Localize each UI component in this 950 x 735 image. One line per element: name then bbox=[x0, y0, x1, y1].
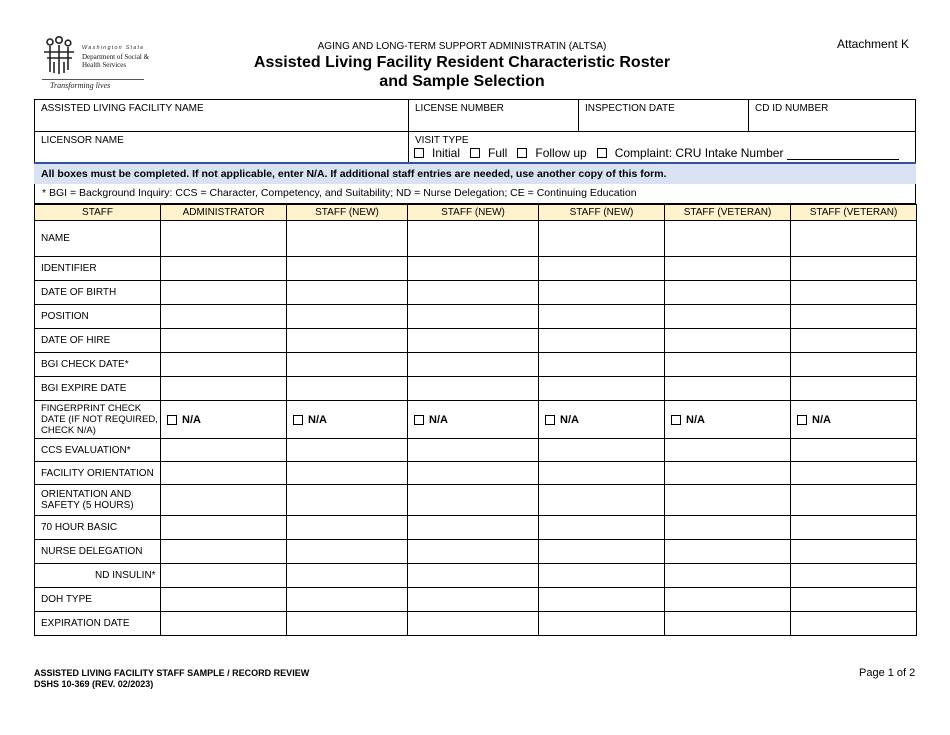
na-label: N/A bbox=[182, 413, 201, 426]
table-row bbox=[35, 485, 917, 516]
inspection-date-label: INSPECTION DATE bbox=[585, 103, 675, 114]
table-row bbox=[35, 305, 917, 329]
table-cell[interactable] bbox=[287, 281, 408, 305]
table-cell[interactable] bbox=[161, 612, 287, 636]
table-cell[interactable] bbox=[408, 588, 539, 612]
table-cell[interactable] bbox=[665, 353, 791, 377]
footer-form-title: ASSISTED LIVING FACILITY STAFF SAMPLE / RECORD REVIEW bbox=[34, 668, 310, 678]
na-checkbox[interactable] bbox=[671, 415, 681, 425]
table-cell[interactable] bbox=[665, 485, 791, 516]
table-cell[interactable] bbox=[161, 516, 287, 540]
facility-name-label: ASSISTED LIVING FACILITY NAME bbox=[41, 103, 204, 114]
visit-initial-checkbox[interactable] bbox=[414, 148, 424, 158]
column-header: STAFF (NEW) bbox=[539, 205, 665, 221]
na-option[interactable] bbox=[671, 414, 790, 426]
table-row bbox=[35, 612, 917, 636]
na-checkbox[interactable] bbox=[414, 415, 424, 425]
table-cell[interactable] bbox=[539, 564, 665, 588]
table-cell[interactable] bbox=[539, 329, 665, 353]
na-label: N/A bbox=[560, 413, 579, 426]
table-cell[interactable] bbox=[539, 485, 665, 516]
table-cell[interactable] bbox=[287, 485, 408, 516]
table-cell[interactable] bbox=[161, 462, 287, 485]
column-header: ADMINISTRATOR bbox=[161, 205, 287, 221]
table-cell[interactable] bbox=[791, 485, 917, 516]
form-title-line1: Assisted Living Facility Resident Characteristic Roster bbox=[253, 54, 671, 71]
table-cell[interactable] bbox=[539, 281, 665, 305]
facility-info-row bbox=[34, 99, 916, 132]
table-header-row bbox=[35, 205, 917, 221]
table-row bbox=[35, 353, 917, 377]
row-label: DOH TYPE bbox=[35, 588, 161, 612]
table-cell[interactable] bbox=[408, 485, 539, 516]
row-label: ND INSULIN* bbox=[35, 564, 161, 588]
na-option[interactable] bbox=[797, 414, 916, 426]
na-option[interactable] bbox=[545, 414, 664, 426]
table-cell[interactable] bbox=[539, 612, 665, 636]
table-cell[interactable] bbox=[408, 462, 539, 485]
table-row bbox=[35, 377, 917, 401]
licensor-name-label: LICENSOR NAME bbox=[41, 135, 124, 146]
row-label: NURSE DELEGATION bbox=[35, 540, 161, 564]
table-cell[interactable] bbox=[665, 281, 791, 305]
table-cell[interactable] bbox=[791, 401, 917, 439]
form-title-line2: and Sample Selection bbox=[379, 73, 545, 90]
table-cell[interactable] bbox=[665, 612, 791, 636]
table-row bbox=[35, 588, 917, 612]
table-cell[interactable] bbox=[408, 540, 539, 564]
table-cell[interactable] bbox=[791, 462, 917, 485]
table-row bbox=[35, 221, 917, 257]
facility-name-field[interactable] bbox=[35, 100, 408, 131]
logo-state: Washington State bbox=[82, 45, 145, 51]
na-label: N/A bbox=[686, 413, 705, 426]
row-label: FACILITY ORIENTATION bbox=[35, 462, 161, 485]
table-cell[interactable] bbox=[287, 612, 408, 636]
column-header: STAFF bbox=[35, 205, 161, 221]
logo-department: Department of Social & Health Services bbox=[82, 53, 150, 69]
table-cell[interactable] bbox=[287, 588, 408, 612]
table-cell[interactable] bbox=[791, 540, 917, 564]
visit-follow-up-option[interactable] bbox=[517, 146, 586, 160]
row-label: IDENTIFIER bbox=[35, 257, 161, 281]
table-cell[interactable] bbox=[665, 588, 791, 612]
table-cell[interactable] bbox=[539, 305, 665, 329]
na-option[interactable] bbox=[293, 414, 407, 426]
table-cell[interactable] bbox=[665, 462, 791, 485]
table-row bbox=[35, 281, 917, 305]
table-cell[interactable] bbox=[791, 516, 917, 540]
table-row bbox=[35, 564, 917, 588]
table-cell[interactable] bbox=[287, 401, 408, 439]
table-cell[interactable] bbox=[539, 540, 665, 564]
table-cell[interactable] bbox=[408, 564, 539, 588]
table-cell[interactable] bbox=[161, 540, 287, 564]
na-label: N/A bbox=[308, 413, 327, 426]
footer-form-info bbox=[34, 668, 309, 690]
table-cell[interactable] bbox=[791, 564, 917, 588]
table-cell[interactable] bbox=[161, 401, 287, 439]
table-cell[interactable] bbox=[539, 353, 665, 377]
row-label: BGI CHECK DATE* bbox=[35, 353, 161, 377]
license-number-label: LICENSE NUMBER bbox=[415, 103, 504, 114]
column-header: STAFF (VETERAN) bbox=[665, 205, 791, 221]
na-option[interactable] bbox=[167, 414, 286, 426]
table-row bbox=[35, 401, 917, 439]
table-cell[interactable] bbox=[161, 588, 287, 612]
logo-tagline: Transforming lives bbox=[50, 81, 111, 90]
table-cell[interactable] bbox=[287, 439, 408, 462]
table-cell[interactable] bbox=[539, 401, 665, 439]
table-cell[interactable] bbox=[539, 462, 665, 485]
table-cell[interactable] bbox=[408, 221, 539, 257]
table-cell[interactable] bbox=[665, 401, 791, 439]
table-cell[interactable] bbox=[161, 564, 287, 588]
table-cell[interactable] bbox=[408, 516, 539, 540]
table-cell[interactable] bbox=[791, 612, 917, 636]
licensor-name-field[interactable] bbox=[35, 132, 408, 162]
table-cell[interactable] bbox=[539, 221, 665, 257]
table-row bbox=[35, 516, 917, 540]
cd-id-number-label: CD ID NUMBER bbox=[755, 103, 829, 114]
table-cell[interactable] bbox=[665, 439, 791, 462]
table-cell[interactable] bbox=[161, 257, 287, 281]
table-cell[interactable] bbox=[408, 329, 539, 353]
column-header: STAFF (NEW) bbox=[408, 205, 539, 221]
table-row bbox=[35, 540, 917, 564]
row-label: CCS EVALUATION* bbox=[35, 439, 161, 462]
table-cell[interactable] bbox=[287, 257, 408, 281]
visit-follow-up-label: Follow up bbox=[535, 146, 587, 160]
table-cell[interactable] bbox=[665, 540, 791, 564]
table-cell[interactable] bbox=[287, 221, 408, 257]
table-cell[interactable] bbox=[665, 377, 791, 401]
table-cell[interactable] bbox=[791, 439, 917, 462]
table-cell[interactable] bbox=[791, 377, 917, 401]
row-label: POSITION bbox=[35, 305, 161, 329]
table-row bbox=[35, 257, 917, 281]
na-option[interactable] bbox=[414, 414, 538, 426]
table-cell[interactable] bbox=[791, 221, 917, 257]
visit-full-label: Full bbox=[488, 146, 508, 160]
table-cell[interactable] bbox=[791, 588, 917, 612]
table-cell[interactable] bbox=[161, 377, 287, 401]
footer-form-number: DSHS 10-369 (REV. 02/2023) bbox=[34, 679, 154, 689]
table-cell[interactable] bbox=[665, 221, 791, 257]
table-cell[interactable] bbox=[287, 377, 408, 401]
row-label: EXPIRATION DATE bbox=[35, 612, 161, 636]
table-cell[interactable] bbox=[791, 353, 917, 377]
table-cell[interactable] bbox=[665, 564, 791, 588]
visit-type-label: VISIT TYPE bbox=[415, 135, 469, 146]
na-checkbox[interactable] bbox=[545, 415, 555, 425]
visit-initial-label: Initial bbox=[432, 146, 461, 160]
table-cell[interactable] bbox=[287, 564, 408, 588]
table-cell[interactable] bbox=[287, 516, 408, 540]
cd-id-number-field[interactable] bbox=[748, 100, 915, 131]
na-checkbox[interactable] bbox=[797, 415, 807, 425]
row-label: 70 HOUR BASIC bbox=[35, 516, 161, 540]
table-row bbox=[35, 462, 917, 485]
table-cell[interactable] bbox=[539, 516, 665, 540]
inspection-date-field[interactable] bbox=[578, 100, 748, 131]
agency-name: AGING AND LONG-TERM SUPPORT ADMINISTRATIN (ALTSA) bbox=[317, 41, 607, 52]
logo-divider bbox=[42, 79, 144, 80]
table-row bbox=[35, 329, 917, 353]
visit-complaint-option[interactable] bbox=[597, 146, 900, 160]
visit-initial-option[interactable] bbox=[414, 146, 460, 160]
cru-intake-number-input[interactable] bbox=[787, 147, 899, 160]
table-cell[interactable] bbox=[539, 377, 665, 401]
column-header: STAFF (VETERAN) bbox=[791, 205, 917, 221]
table-cell[interactable] bbox=[161, 353, 287, 377]
visit-type-options bbox=[414, 146, 909, 160]
table-row bbox=[35, 439, 917, 462]
table-cell[interactable] bbox=[161, 281, 287, 305]
table-cell[interactable] bbox=[665, 305, 791, 329]
column-header: STAFF (NEW) bbox=[287, 205, 408, 221]
visit-complaint-label: Complaint: CRU Intake Number bbox=[614, 146, 784, 160]
visit-follow-up-checkbox[interactable] bbox=[517, 148, 527, 158]
table-cell[interactable] bbox=[287, 305, 408, 329]
attachment-label: Attachment K bbox=[837, 37, 910, 51]
row-label: DATE OF HIRE bbox=[35, 329, 161, 353]
na-label: N/A bbox=[429, 413, 448, 426]
table-cell[interactable] bbox=[287, 353, 408, 377]
table-cell[interactable] bbox=[408, 305, 539, 329]
row-label: FINGERPRINT CHECK DATE (IF NOT REQUIRED, CHECK N/A) bbox=[35, 401, 161, 439]
table-cell[interactable] bbox=[287, 462, 408, 485]
na-checkbox[interactable] bbox=[293, 415, 303, 425]
family-figures-icon bbox=[42, 36, 78, 76]
instructions-banner: All boxes must be completed. If not applicable, enter N/A. If additional staff entries are needed, use another copy of this form. bbox=[34, 162, 916, 184]
table-cell[interactable] bbox=[539, 257, 665, 281]
table-cell[interactable] bbox=[791, 305, 917, 329]
table-cell[interactable] bbox=[539, 439, 665, 462]
staff-table bbox=[34, 204, 917, 636]
row-label: DATE OF BIRTH bbox=[35, 281, 161, 305]
table-cell[interactable] bbox=[791, 281, 917, 305]
table-cell[interactable] bbox=[161, 221, 287, 257]
visit-type-field bbox=[408, 132, 915, 162]
table-cell[interactable] bbox=[161, 439, 287, 462]
table-cell[interactable] bbox=[287, 329, 408, 353]
licensor-visit-row bbox=[34, 131, 916, 163]
page-number: Page 1 of 2 bbox=[859, 667, 916, 679]
form-title bbox=[222, 53, 702, 91]
table-cell[interactable] bbox=[791, 329, 917, 353]
table-cell[interactable] bbox=[408, 281, 539, 305]
table-cell[interactable] bbox=[539, 588, 665, 612]
visit-complaint-checkbox[interactable] bbox=[597, 148, 607, 158]
dshs-logo bbox=[42, 36, 150, 94]
table-cell[interactable] bbox=[408, 377, 539, 401]
visit-full-option[interactable] bbox=[470, 146, 507, 160]
table-cell[interactable] bbox=[161, 485, 287, 516]
table-cell[interactable] bbox=[665, 257, 791, 281]
table-cell[interactable] bbox=[408, 612, 539, 636]
visit-full-checkbox[interactable] bbox=[470, 148, 480, 158]
table-cell[interactable] bbox=[665, 329, 791, 353]
row-label: BGI EXPIRE DATE bbox=[35, 377, 161, 401]
table-cell[interactable] bbox=[408, 257, 539, 281]
license-number-field[interactable] bbox=[408, 100, 578, 131]
table-cell[interactable] bbox=[791, 257, 917, 281]
table-cell[interactable] bbox=[161, 329, 287, 353]
na-checkbox[interactable] bbox=[167, 415, 177, 425]
abbreviation-legend: * BGI = Background Inquiry: CCS = Character, Competency, and Suitability; ND = Nurse Delegation; CE = Continuing Education bbox=[34, 184, 916, 204]
na-label: N/A bbox=[812, 413, 831, 426]
table-cell[interactable] bbox=[287, 540, 408, 564]
row-label: NAME bbox=[35, 221, 161, 257]
row-label: ORIENTATION AND SAFETY (5 HOURS) bbox=[35, 485, 161, 516]
table-cell[interactable] bbox=[161, 305, 287, 329]
table-cell[interactable] bbox=[408, 353, 539, 377]
table-cell[interactable] bbox=[665, 516, 791, 540]
table-cell[interactable] bbox=[408, 401, 539, 439]
table-cell[interactable] bbox=[408, 439, 539, 462]
